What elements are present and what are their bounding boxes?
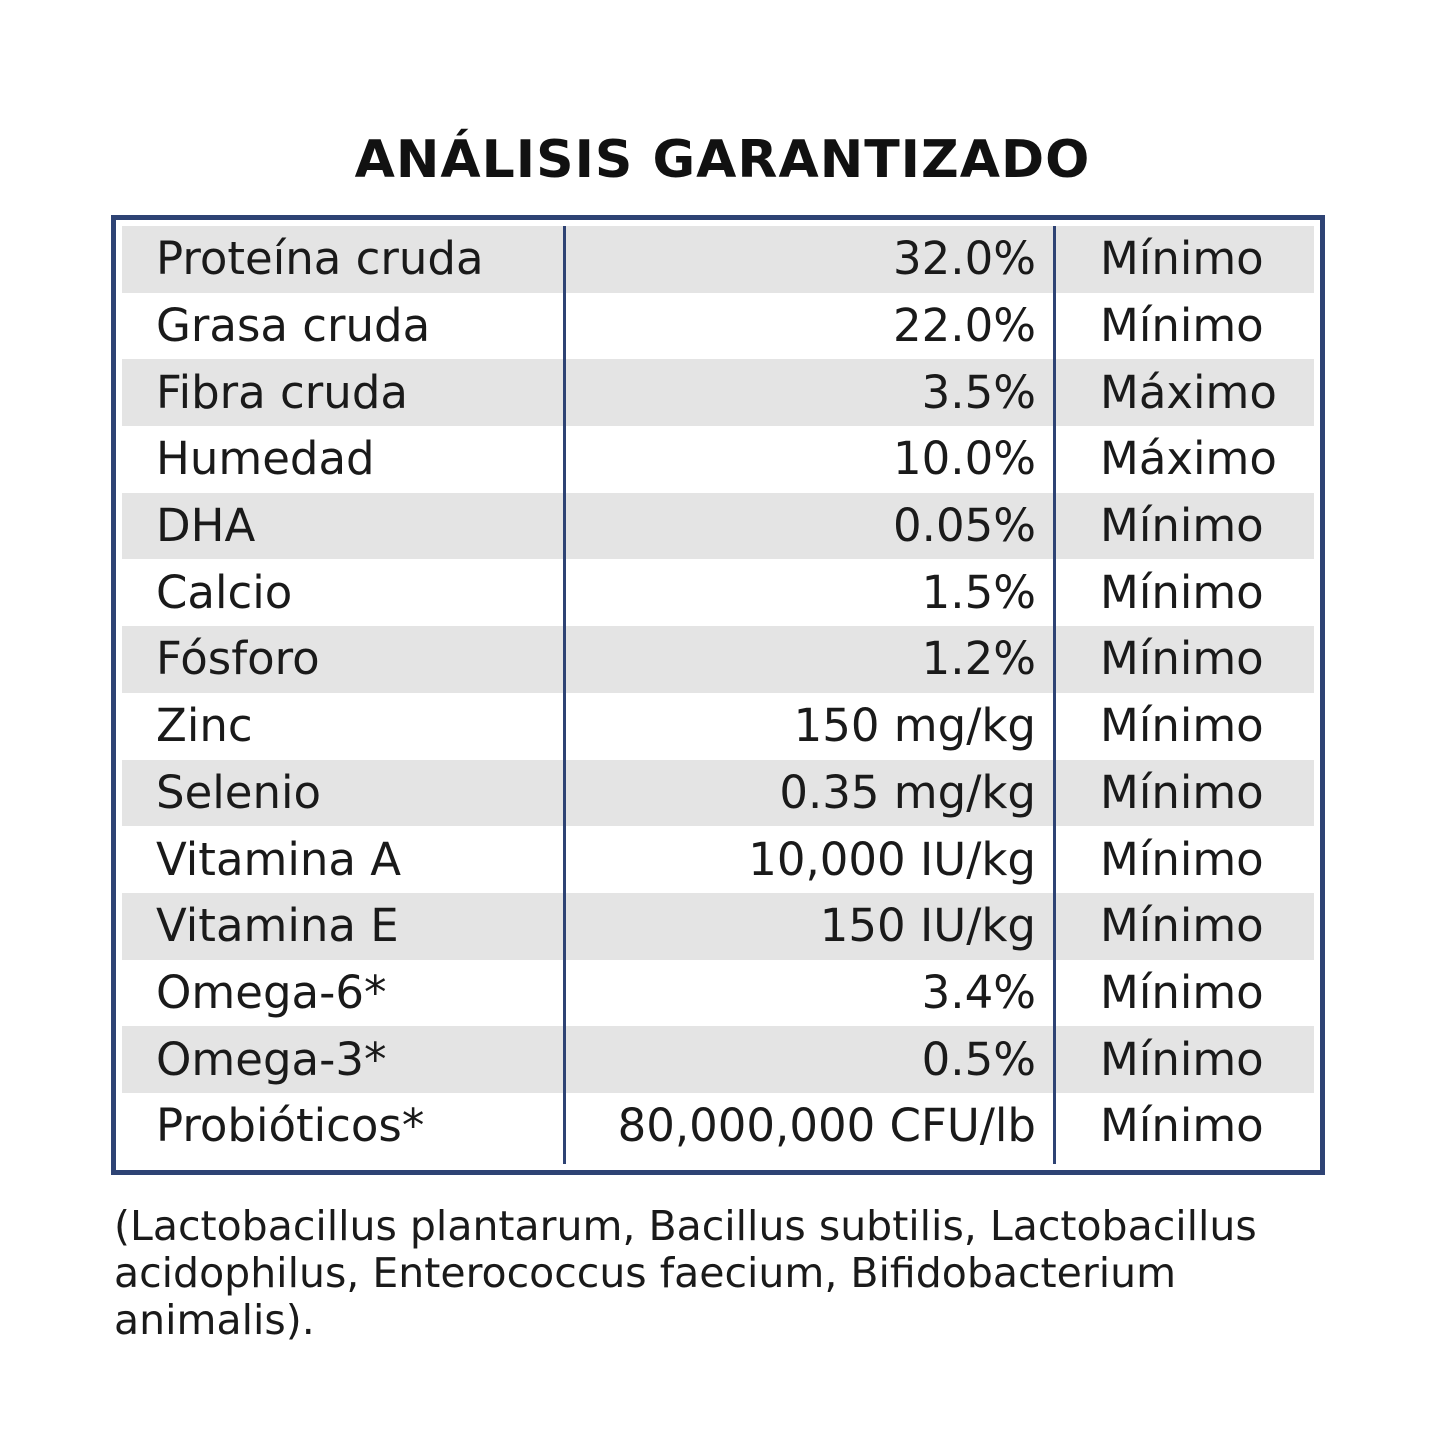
- table-row: [122, 293, 1314, 360]
- nutrient-name: Omega-3*: [156, 1032, 387, 1086]
- nutrient-limit: Mínimo: [1100, 1032, 1264, 1086]
- nutrient-value: 1.5%: [921, 565, 1036, 619]
- nutrient-limit: Mínimo: [1100, 765, 1264, 819]
- nutrient-value: 10,000 IU/kg: [748, 832, 1036, 886]
- nutrient-limit: Mínimo: [1100, 899, 1264, 953]
- nutrient-value: 0.35 mg/kg: [779, 765, 1036, 819]
- nutrient-name: Calcio: [156, 565, 293, 619]
- nutrient-value: 150 mg/kg: [793, 699, 1036, 753]
- table-row: [122, 1093, 1314, 1160]
- table-row: [122, 493, 1314, 560]
- table-row: [122, 626, 1314, 693]
- nutrient-name: Vitamina A: [156, 832, 402, 886]
- nutrient-limit: Mínimo: [1100, 965, 1264, 1019]
- table-row: [122, 1026, 1314, 1093]
- nutrient-value: 22.0%: [893, 299, 1036, 353]
- table-body: [122, 226, 1314, 1164]
- nutrient-value: 80,000,000 CFU/lb: [617, 1099, 1036, 1153]
- nutrient-name: Zinc: [156, 699, 253, 753]
- nutrient-value: 1.2%: [921, 632, 1036, 686]
- nutrient-value: 32.0%: [893, 232, 1036, 286]
- column-divider: [563, 226, 566, 1164]
- nutrient-name: Omega-6*: [156, 965, 387, 1019]
- nutrient-name: Grasa cruda: [156, 299, 431, 353]
- nutrient-limit: Mínimo: [1100, 699, 1264, 753]
- table-row: [122, 760, 1314, 827]
- table-row: [122, 960, 1314, 1027]
- column-divider: [1053, 226, 1056, 1164]
- nutrient-name: Fibra cruda: [156, 365, 408, 419]
- nutrient-value: 0.5%: [921, 1032, 1036, 1086]
- nutrient-name: Fósforo: [156, 632, 320, 686]
- nutrient-value: 3.5%: [921, 365, 1036, 419]
- nutrient-value: 3.4%: [921, 965, 1036, 1019]
- page-title: ANÁLISIS GARANTIZADO: [354, 130, 1091, 190]
- nutrient-name: DHA: [156, 499, 256, 553]
- nutrient-limit: Mínimo: [1100, 565, 1264, 619]
- table-row: [122, 693, 1314, 760]
- table-row: [122, 426, 1314, 493]
- table-row: [122, 826, 1314, 893]
- nutrient-limit: Mínimo: [1100, 299, 1264, 353]
- nutrient-name: Selenio: [156, 765, 321, 819]
- nutrient-name: Probióticos*: [156, 1099, 425, 1153]
- nutrient-limit: Mínimo: [1100, 1099, 1264, 1153]
- nutrient-value: 0.05%: [893, 499, 1036, 553]
- nutrient-limit: Máximo: [1100, 432, 1277, 486]
- nutrient-value: 10.0%: [893, 432, 1036, 486]
- probiotics-footnote: (Lactobacillus plantarum, Bacillus subtilis, Lactobacillus acidophilus, Enterococcus faecium, Bifidobacterium animalis).: [114, 1202, 1257, 1344]
- guaranteed-analysis-table: [111, 215, 1325, 1175]
- table-row: [122, 226, 1314, 293]
- nutrient-limit: Mínimo: [1100, 632, 1264, 686]
- table-row: [122, 893, 1314, 960]
- table-row: [122, 359, 1314, 426]
- nutrient-name: Proteína cruda: [156, 232, 484, 286]
- nutrient-limit: Máximo: [1100, 365, 1277, 419]
- table-row: [122, 559, 1314, 626]
- nutrient-value: 150 IU/kg: [819, 899, 1036, 953]
- nutrient-limit: Mínimo: [1100, 499, 1264, 553]
- nutrient-name: Vitamina E: [156, 899, 399, 953]
- nutrient-limit: Mínimo: [1100, 832, 1264, 886]
- nutrient-limit: Mínimo: [1100, 232, 1264, 286]
- nutrient-name: Humedad: [156, 432, 375, 486]
